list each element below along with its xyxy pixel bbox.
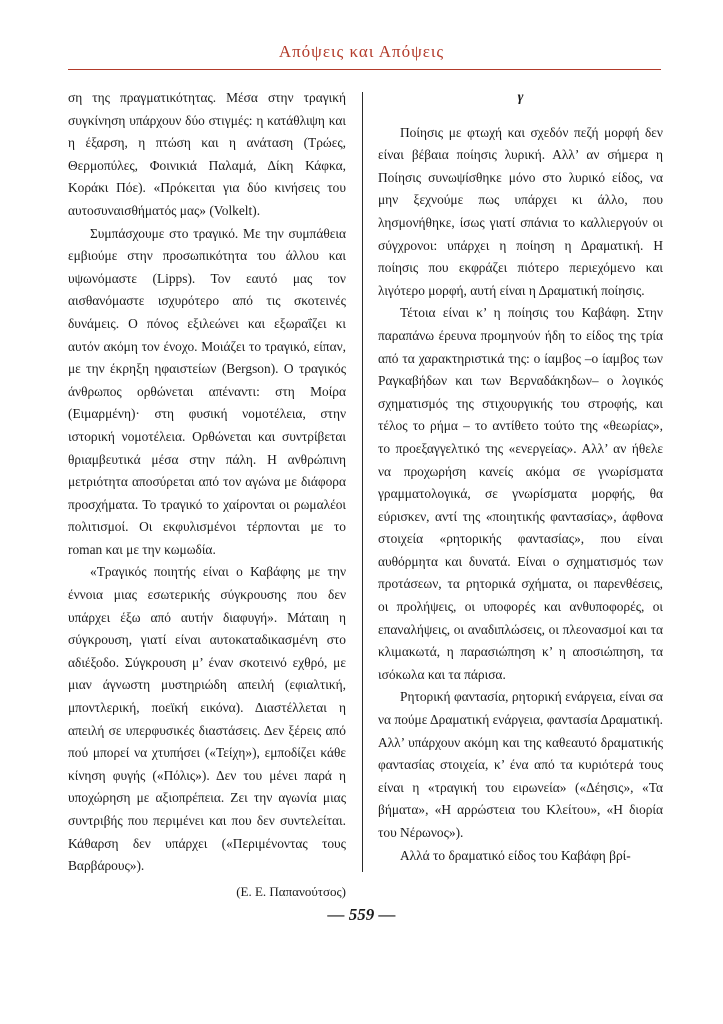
header-rule	[68, 69, 661, 70]
left-paragraph-3: «Τραγικός ποιητής είναι ο Καβάφης με την έννοια μιας εσωτερικής σύγκρουσης που δεν υπάρχει έξω από αυτήν διαφυγή». Μάταιη η σύγκρουση, γιατί είναι αυτοκαταδικασμένη στο αδιέξοδο. Σύγκρουση μ’ έναν σκοτεινό εχθρό, με μιαν άγνωστη μυστηριώδη απειλή (εφιαλτική, μπoντλερική, ποεϊκή εικόνα). Διαστέλλεται η απειλή σε υπερφυσικές διαστάσεις. Δεν ξέρεις από πού μπορεί να χτυπήσει («Τείχη»), εμποδίζει κάθε κίνηση φυγής («Πόλις»). Δεν του μένει παρά η υποχώρηση με αξιοπρέπεια. Ζει την αγωνία μιας συντριβής που περιμένει και που δεν συντελείται. Κάθαρση δεν υπάρχει («Περιμένοντας τους Βαρβάρους»).	[68, 564, 346, 874]
right-paragraph-4: Αλλά το δραματικό είδος του Καβάφη βρί-	[400, 847, 631, 863]
section-marker: γ	[517, 90, 524, 105]
right-paragraph-3: Ρητορική φαντασία, ρητορική ενάργεια, είναι σα να πούμε Δραματική ενάργεια, φαντασία Δραματική. Αλλ’ υπάρχουν ακόμη και της καθεαυτό δραματικής φαντασίας στοιχεία, κ’ ένα από τα κυριότερά τους είναι η «τραγική του ειρωνεία» («Δέησις», «Τα βήματα», «Η αρρώστεια του Κλείτου», «Η διορία του Νέρωνος»).	[378, 689, 663, 840]
right-column	[378, 87, 663, 867]
left-column	[68, 87, 346, 903]
left-paragraph-2: Συμπάσχουμε στο τραγικό. Με την συμπάθεια εμβιούμε στην προσωπικότητα του άλλου και υψωνόμαστε (Lipps). Τον εαυτό μας τον αισθανόμαστε ισχυρότερο από τις σκοτεινές δυνάμεις. Ο πόνος εξιλεώνει και εξωραΐζει κι αυτόν ακόμη τον ένοχο. Μοιάζει το τραγικό, είπαν, με την έκρηξη ηφαιστείων (Bergson). Ο τραγικός άνθρωπος ορθώνεται απέναντι: στη Μοίρα (Ειμαρμένη)· στη φυσική νομοτέλεια, στην ιστορική νομοτέλεια. Ορθώνεται και συντρίβεται θριαμβευτικά μέσα στην πάλη. Η ανθρώπινη μετριότητα αποσύρεται από τον αγώνα με διάφορα προσχήματα. Το τραγικό το χαίρονται οι ρωμαλέοι πολιτισμοί. Οι εκφυλισμένοι τέρπονται με το roman και με την κωμωδία.	[68, 225, 346, 557]
author-signature: (Ε. Ε. Παπανούτσος)	[236, 883, 346, 899]
right-paragraph-2: Τέτοια είναι κ’ η ποίησις του Καβάφη. Στην παραπάνω έρευνα προμηνούν ήδη το είδος της τρία από τα χαρακτηριστικά της: ο ίαμβος –ο ίαμβος των Ραγκαβήδων και των Βερναδάκηδων– ο λογικός σχηματισμός της στιχουργικής του στροφής, και τέλος το ρήμα – το αντίθετο τούτο της «θεωρίας», το προεξαγγελτικό της «ενεργείας». Αλλ’ αν ήθελε να προχωρήση κανείς ακόμα σε γνωρίσματα γραμματολογικά, σε γνωρίσματα μορφής, θα εύρισκεν, αντί της «ποιητικής φαντασίας», άφθονα στοιχεία «ρητορικής φαντασίας», που είναι αυθόρμητα και δυνατά. Είναι ο σχηματισμός των προτάσεων, τα ρητορικά σχήματα, οι παρενθέσεις, οι προλήψεις, οι υποφορές και ανθυποφορές, οι επαναλήψεις, οι αναδιπλώσεις, οι πλεονασμοί και τα κλιμακωτά, η παρασιώπηση κ’ η αποσιώπηση, τα ισόκωλα και τα πάρισα.	[378, 305, 663, 682]
running-title: Απόψεις και Απόψεις	[278, 42, 445, 61]
column-divider	[362, 92, 363, 872]
page-number: — 559 —	[327, 905, 396, 924]
left-paragraph-1: ση της πραγματικότητας. Μέσα στην τραγική συγκίνηση υπάρχουν δύο στιγμές: η κατάθλιψη και η έξαρση, η πτώση και η ανάταση (Τρώες, Θερμοπύλες, Φοινικιά Παλαμά, Δίκη Κάφκα, Κοράκι Πόε). «Πρόκειται για δύο κινήσεις του αυτοσυναισθήματός μας» (Volkelt).	[68, 90, 346, 218]
right-paragraph-1: Ποίησις με φτωχή και σχεδόν πεζή μορφή δεν είναι βέβαια ποίησις λυρική. Αλλ’ αν σήμερα η Ποίησις συνωψίσθηκε μόνο στο λυρικό είδος, να μην ξεχνούμε πως υπάρχει κι άλλο, που λησμονήθηκε, ίσως γιατί σπάνια το καλλιεργούν οι σύγχρονοι: υπάρχει η ποίηση η Δραματική. Η ποίησις που εκφράζει πιότερο περιεχόμενο και λιγότερο μορφή, αυτή είναι η Δραματική ποίησις.	[378, 124, 663, 298]
